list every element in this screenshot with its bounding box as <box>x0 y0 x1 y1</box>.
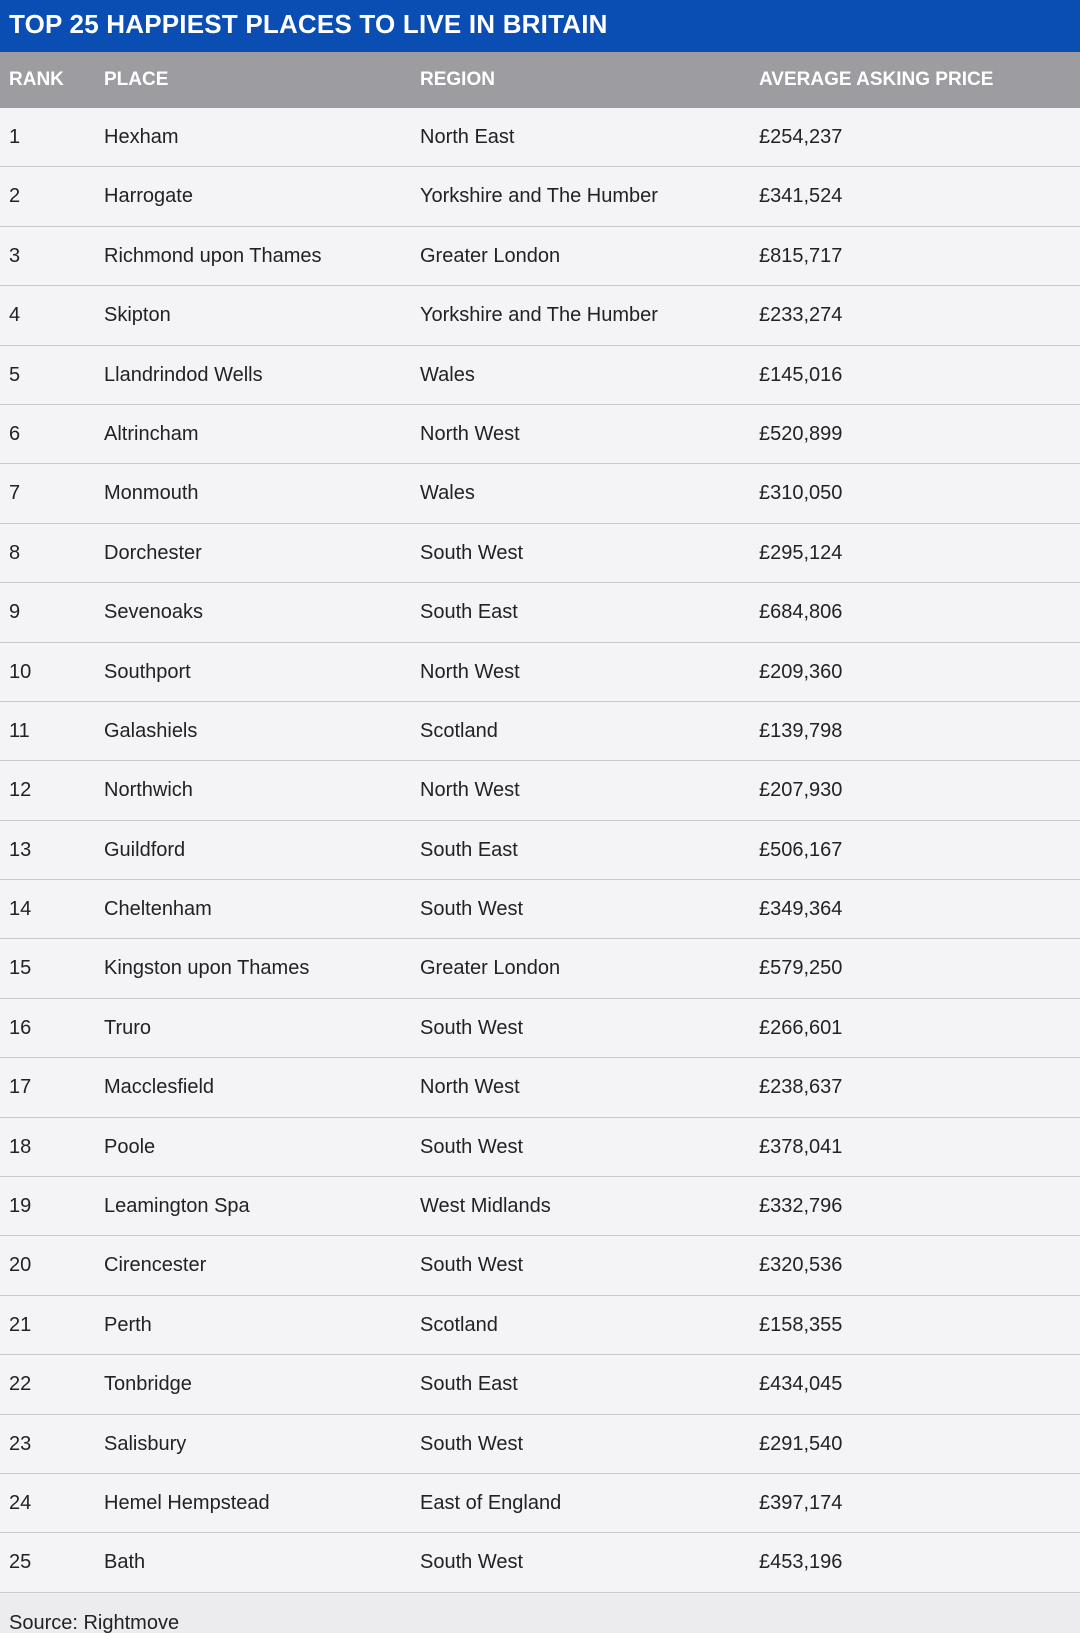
cell-place: Tonbridge <box>104 1373 192 1396</box>
cell-rank: 18 <box>9 1135 32 1158</box>
cell-rank: 10 <box>9 660 32 683</box>
table-row <box>0 583 1080 642</box>
cell-region: Scotland <box>420 1313 498 1336</box>
cell-price: £579,250 <box>759 957 843 980</box>
table-row <box>0 167 1080 226</box>
cell-price: £209,360 <box>759 660 843 683</box>
cell-price: £238,637 <box>759 1076 843 1099</box>
cell-region: West Midlands <box>420 1195 551 1218</box>
cell-price: £158,355 <box>759 1313 843 1336</box>
cell-place: Leamington Spa <box>104 1195 250 1218</box>
cell-region: Greater London <box>420 244 561 267</box>
cell-place: Cirencester <box>104 1254 207 1277</box>
table-row <box>0 1118 1080 1177</box>
cell-place: Guildford <box>104 838 186 861</box>
cell-region: North East <box>420 126 515 148</box>
cell-rank: 6 <box>9 422 21 445</box>
cell-place: Dorchester <box>104 541 202 564</box>
table-row <box>0 1296 1080 1355</box>
cell-rank: 5 <box>9 363 21 386</box>
cell-place: Monmouth <box>104 482 199 505</box>
cell-rank: 15 <box>9 957 32 980</box>
table-row <box>0 821 1080 880</box>
table-row <box>0 1474 1080 1533</box>
cell-region: South West <box>420 1432 524 1455</box>
cell-rank: 12 <box>9 779 32 802</box>
cell-rank: 17 <box>9 1076 32 1099</box>
cell-region: South West <box>420 1551 524 1574</box>
cell-place: Richmond upon Thames <box>104 244 322 267</box>
cell-region: Wales <box>420 482 475 505</box>
table-title: TOP 25 HAPPIEST PLACES TO LIVE IN BRITAIN <box>0 0 1080 52</box>
cell-price: £378,041 <box>759 1135 843 1158</box>
header-price: AVERAGE ASKING PRICE <box>759 69 994 90</box>
cell-rank: 2 <box>9 185 21 208</box>
cell-price: £349,364 <box>759 898 843 921</box>
cell-rank: 23 <box>9 1432 32 1455</box>
cell-price: £332,796 <box>759 1195 843 1218</box>
cell-price: £233,274 <box>759 304 843 327</box>
cell-price: £266,601 <box>759 1016 843 1039</box>
table-row <box>0 108 1080 167</box>
cell-price: £453,196 <box>759 1551 843 1574</box>
cell-rank: 25 <box>9 1551 32 1574</box>
table-body <box>0 108 1080 1593</box>
cell-place: Perth <box>104 1313 152 1336</box>
cell-region: South West <box>420 1016 524 1039</box>
cell-price: £320,536 <box>759 1254 843 1277</box>
cell-rank: 21 <box>9 1313 32 1336</box>
cell-place: Llandrindod Wells <box>104 363 263 386</box>
cell-price: £397,174 <box>759 1491 843 1514</box>
table-row <box>0 643 1080 702</box>
cell-rank: 8 <box>9 541 21 564</box>
cell-region: Greater London <box>420 957 561 980</box>
cell-place: Kingston upon Thames <box>104 957 310 980</box>
cell-place: Northwich <box>104 779 193 802</box>
table-row <box>0 999 1080 1058</box>
header-region: REGION <box>420 69 495 90</box>
cell-place: Galashiels <box>104 719 198 742</box>
cell-region: South West <box>420 898 524 921</box>
cell-rank: 16 <box>9 1016 32 1039</box>
cell-rank: 3 <box>9 244 21 267</box>
cell-rank: 19 <box>9 1195 32 1218</box>
cell-place: Bath <box>104 1551 146 1574</box>
table-row <box>0 939 1080 998</box>
cell-place: Skipton <box>104 304 171 327</box>
cell-region: East of England <box>420 1491 562 1514</box>
table-row <box>0 1058 1080 1117</box>
cell-place: Poole <box>104 1135 156 1158</box>
cell-rank: 20 <box>9 1254 32 1277</box>
cell-rank: 1 <box>9 126 21 148</box>
table-row <box>0 702 1080 761</box>
cell-rank: 9 <box>9 601 21 624</box>
cell-place: Truro <box>104 1016 152 1039</box>
table-row <box>0 405 1080 464</box>
table-row <box>0 1355 1080 1414</box>
cell-region: North West <box>420 779 520 802</box>
cell-price: £684,806 <box>759 601 843 624</box>
cell-region: South West <box>420 1135 524 1158</box>
cell-place: Macclesfield <box>104 1076 215 1099</box>
cell-rank: 7 <box>9 482 21 505</box>
cell-price: £341,524 <box>759 185 843 208</box>
cell-price: £207,930 <box>759 779 843 802</box>
cell-rank: 13 <box>9 838 32 861</box>
cell-place: Hexham <box>104 126 179 148</box>
cell-place: Harrogate <box>104 185 193 208</box>
cell-price: £291,540 <box>759 1432 843 1455</box>
table-row <box>0 464 1080 523</box>
header-place: PLACE <box>104 69 169 90</box>
cell-region: South East <box>420 1373 518 1396</box>
table-row <box>0 1177 1080 1236</box>
cell-price: £139,798 <box>759 719 843 742</box>
cell-region: South West <box>420 1254 524 1277</box>
table-row <box>0 524 1080 583</box>
cell-price: £506,167 <box>759 838 843 861</box>
table-header-row <box>0 52 1080 108</box>
cell-rank: 4 <box>9 304 21 327</box>
cell-region: South East <box>420 838 518 861</box>
cell-place: Altrincham <box>104 422 199 445</box>
cell-place: Hemel Hempstead <box>104 1491 270 1514</box>
cell-price: £434,045 <box>759 1373 843 1396</box>
cell-price: £520,899 <box>759 422 843 445</box>
cell-rank: 14 <box>9 898 32 921</box>
cell-region: Yorkshire and The Humber <box>420 304 658 327</box>
cell-price: £310,050 <box>759 482 843 505</box>
table-row <box>0 880 1080 939</box>
cell-price: £254,237 <box>759 126 843 148</box>
table-row <box>0 1533 1080 1592</box>
table-row <box>0 346 1080 405</box>
cell-rank: 11 <box>9 719 30 742</box>
table-row <box>0 761 1080 820</box>
cell-rank: 24 <box>9 1491 32 1514</box>
cell-price: £815,717 <box>759 244 843 267</box>
cell-region: South West <box>420 541 524 564</box>
table-row <box>0 286 1080 345</box>
cell-place: Salisbury <box>104 1432 187 1455</box>
cell-price: £145,016 <box>759 363 843 386</box>
table-row <box>0 1236 1080 1295</box>
cell-price: £295,124 <box>759 541 843 564</box>
header-rank: RANK <box>9 69 64 90</box>
table-row <box>0 1415 1080 1474</box>
cell-region: North West <box>420 1076 520 1099</box>
cell-region: South East <box>420 601 518 624</box>
cell-region: North West <box>420 660 520 683</box>
cell-region: Scotland <box>420 719 498 742</box>
cell-region: Yorkshire and The Humber <box>420 185 658 208</box>
cell-place: Southport <box>104 660 191 683</box>
table-row <box>0 227 1080 286</box>
cell-rank: 22 <box>9 1373 32 1396</box>
source-note: Source: Rightmove <box>9 1612 180 1633</box>
cell-region: North West <box>420 422 520 445</box>
cell-place: Cheltenham <box>104 898 212 921</box>
cell-region: Wales <box>420 363 475 386</box>
cell-place: Sevenoaks <box>104 601 203 624</box>
